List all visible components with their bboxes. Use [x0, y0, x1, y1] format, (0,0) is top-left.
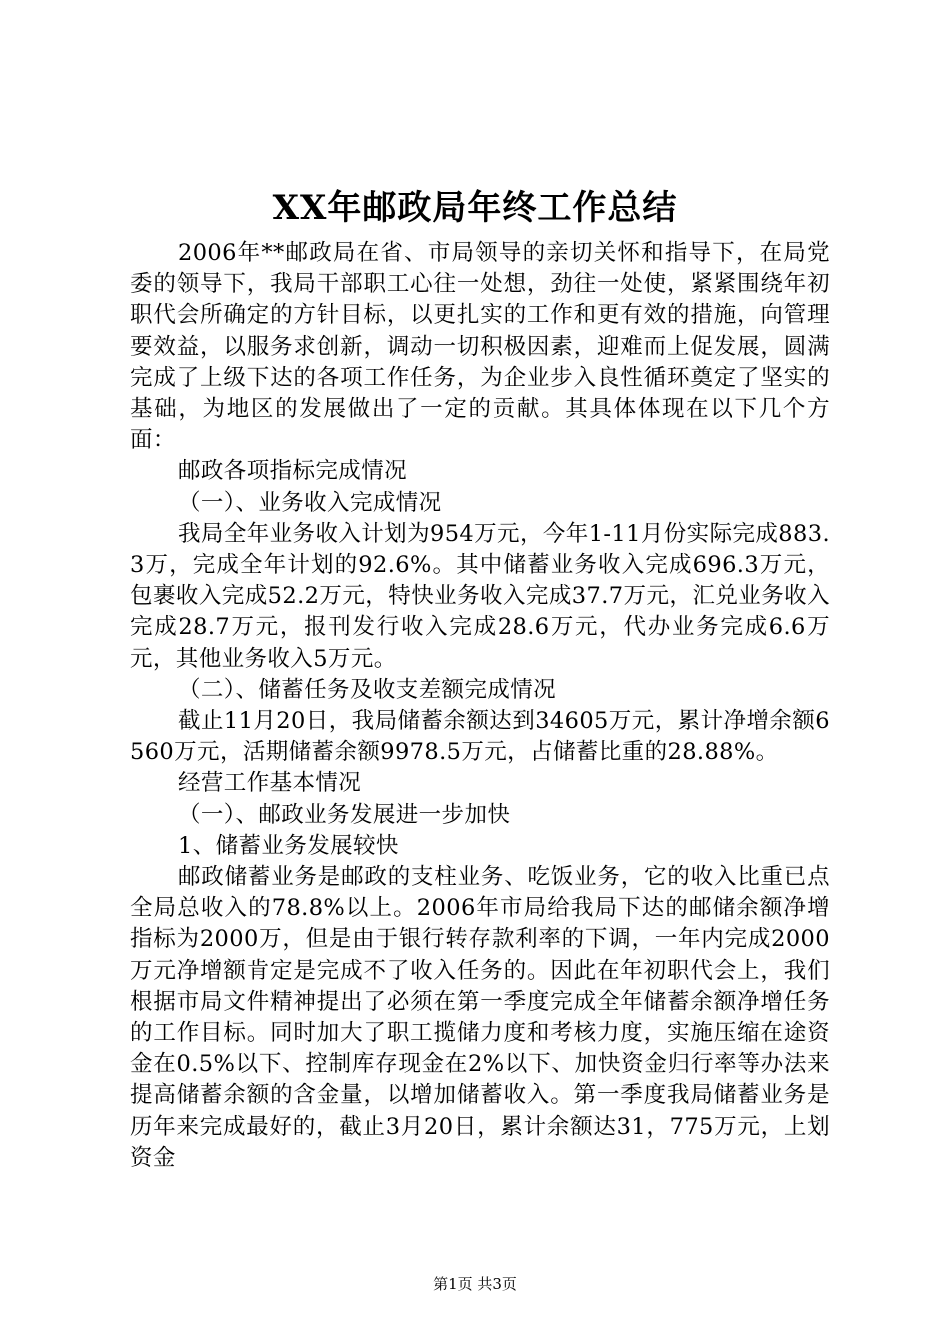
- subsection-heading-revenue: （一）、业务收入完成情况: [178, 489, 442, 516]
- section-heading-operations: 经营工作基本情况: [178, 770, 362, 797]
- savings-growth-paragraph: 邮政储蓄业务是邮政的支柱业务、吃饭业务，它的收入比重已点全局总收入的78.8%以上。2006年市局给我局下达的邮储余额净增指标为2000万，但是由于银行转存款利率的下调，一年内完成2000万元净增额肯定是完成不了收入任务的。因此在年初职代会上，我们根据市局文件精神提出了必须在第一季度完成全年储蓄余额净增任务的工作目标。同时加大了职工揽储力度和考核力度，实施压缩在途资金在0.5%以下、控制库存现金在2%以下、加快资金归行率等办法来提高储蓄余额的含金量，以增加储蓄收入。第一季度我局储蓄业务是历年来完成最好的，截止3月20日，累计余额达31，775万元，上划资金: [130, 864, 830, 1171]
- subsection-heading-development: （一）、邮政业务发展进一步加快: [178, 801, 511, 828]
- subsection-heading-savings: （二）、储蓄任务及收支差额完成情况: [178, 676, 557, 703]
- intro-paragraph: 2006年**邮政局在省、市局领导的亲切关怀和指导下，在局党委的领导下，我局干部职工心往一处想，劲往一处使，紧紧围绕年初职代会所确定的方针目标，以更扎实的工作和更有效的措施，向管理要效益，以服务求创新，调动一切积极因素，迎难而上促发展，圆满完成了上级下达的各项工作任务，为企业步入良性循环奠定了坚实的基础，为地区的发展做出了一定的贡献。其具体体现在以下几个方面：: [130, 240, 830, 454]
- page-footer: 第1页 共3页: [433, 1275, 517, 1293]
- section-heading-indicators: 邮政各项指标完成情况: [178, 458, 408, 485]
- revenue-paragraph: 我局全年业务收入计划为954万元，今年1-11月份实际完成883.3万，完成全年计划的92.6%。其中储蓄业务收入完成696.3万元，包裹收入完成52.2万元，特快业务收入完成37.7万元，汇兑业务收入完成28.7万元，报刊发行收入完成28.6万元，代办业务完成6.6万元，其他业务收入5万元。: [130, 520, 830, 672]
- document-title: XX年邮政局年终工作总结: [272, 188, 678, 228]
- savings-paragraph: 截止11月20日，我局储蓄余额达到34605万元，累计净增余额6560万元，活期储蓄余额9978.5万元，占储蓄比重的28.88%。: [130, 708, 830, 766]
- item-heading-savings-growth: 1、储蓄业务发展较快: [178, 832, 399, 859]
- document-body: [130, 238, 830, 1174]
